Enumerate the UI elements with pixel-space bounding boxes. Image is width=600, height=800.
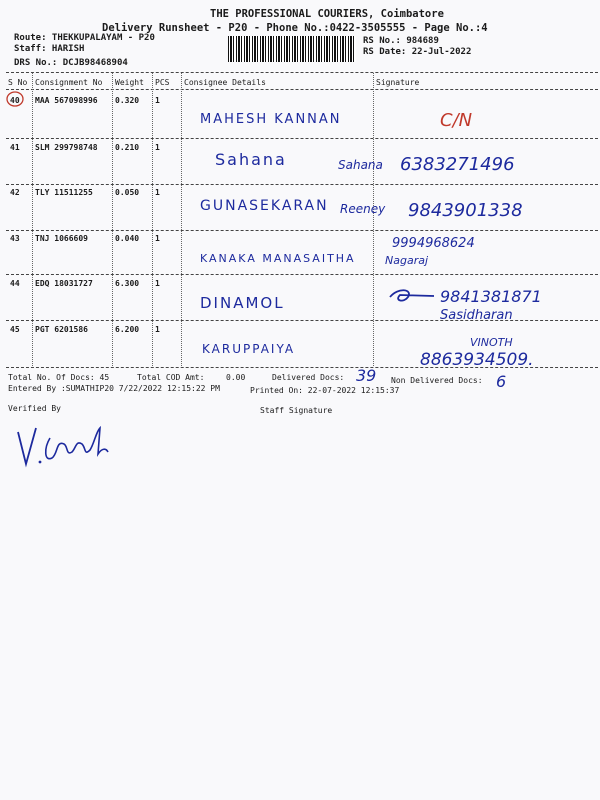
row-sno: 42 bbox=[10, 188, 20, 197]
row-rule bbox=[6, 138, 598, 139]
row-note: Sahana bbox=[338, 158, 383, 172]
row-note: Nagaraj bbox=[385, 254, 429, 267]
row-consignee: DINAMOL bbox=[200, 294, 285, 312]
row-sno: 44 bbox=[10, 279, 20, 288]
row-signature: 9994968624 bbox=[392, 236, 475, 251]
row-consignment: PGT 6201586 bbox=[35, 325, 88, 334]
company-title: THE PROFESSIONAL COURIERS, Coimbatore bbox=[210, 8, 444, 20]
runsheet-subtitle: Delivery Runsheet - P20 - Phone No.:0422-3505555 - Page No.:4 bbox=[102, 22, 488, 34]
col-divider bbox=[32, 73, 33, 366]
table-bottom-rule bbox=[6, 367, 598, 368]
row-consignment: EDQ 18031727 bbox=[35, 279, 93, 288]
total-cod-label: Total COD Amt: bbox=[137, 373, 205, 382]
row-weight: 0.050 bbox=[115, 188, 140, 197]
rs-date: RS Date: 22-Jul-2022 bbox=[363, 47, 472, 57]
row-signature: 8863934509. bbox=[420, 350, 534, 370]
row-signature: 9843901338 bbox=[408, 200, 523, 221]
row-pcs: 1 bbox=[155, 234, 160, 243]
row-note: Sasidharan bbox=[440, 308, 513, 323]
row-pcs: 1 bbox=[155, 325, 160, 334]
row-sno: 41 bbox=[10, 143, 20, 152]
row-consignment: SLM 299798748 bbox=[35, 143, 98, 152]
row-sno: 45 bbox=[10, 325, 20, 334]
row-consignee: Sahana bbox=[215, 150, 287, 169]
col-header-weight: Weight bbox=[115, 78, 144, 87]
row-weight: 6.200 bbox=[115, 325, 140, 334]
row-rule bbox=[6, 274, 598, 275]
row-weight: 0.320 bbox=[115, 96, 140, 105]
row-weight: 6.300 bbox=[115, 279, 140, 288]
col-header-signature: Signature bbox=[376, 78, 420, 87]
col-header-pcs: PCS bbox=[155, 78, 170, 87]
row-consignment: TLY 11511255 bbox=[35, 188, 93, 197]
row-rule bbox=[6, 320, 598, 321]
col-header-consignee: Consignee Details bbox=[184, 78, 266, 87]
col-divider bbox=[152, 73, 153, 366]
col-divider bbox=[181, 73, 182, 366]
row-weight: 0.210 bbox=[115, 143, 140, 152]
delivered-docs-label: Delivered Docs: bbox=[272, 373, 345, 382]
row-pcs: 1 bbox=[155, 96, 160, 105]
non-delivered-docs-value: 6 bbox=[496, 372, 507, 391]
staff-label: Staff: HARISH bbox=[14, 44, 85, 54]
row-sno: 40 bbox=[10, 96, 20, 105]
total-docs: Total No. Of Docs: 45 bbox=[8, 373, 110, 382]
verifier-signature bbox=[10, 418, 120, 474]
total-cod-value: 0.00 bbox=[226, 373, 246, 382]
table-top-rule bbox=[6, 72, 598, 73]
row-pcs: 1 bbox=[155, 143, 160, 152]
row-signature: 6383271496 bbox=[400, 154, 515, 175]
printed-on: Printed On: 22-07-2022 12:15:37 bbox=[250, 386, 400, 395]
row-consignee: MAHESH KANNAN bbox=[200, 112, 342, 127]
row-note: VINOTH bbox=[470, 336, 513, 349]
staff-signature-label: Staff Signature bbox=[260, 406, 333, 415]
verified-by-label: Verified By bbox=[8, 404, 61, 413]
row-pcs: 1 bbox=[155, 279, 160, 288]
rs-number: RS No.: 984689 bbox=[363, 36, 439, 46]
table-header-rule bbox=[6, 89, 598, 90]
row-consignee: GUNASEKARAN bbox=[200, 198, 329, 214]
barcode-image bbox=[228, 36, 356, 62]
row-consignment: TNJ 1066609 bbox=[35, 234, 88, 243]
row-sno: 43 bbox=[10, 234, 20, 243]
row-consignee: KARUPPAIYA bbox=[202, 342, 296, 356]
row-signature: 9841381871 bbox=[440, 287, 542, 306]
non-delivered-docs-label: Non Delivered Docs: bbox=[391, 376, 483, 385]
row-rule bbox=[6, 184, 598, 185]
delivered-docs-value: 39 bbox=[356, 366, 377, 385]
row-consignment: MAA 567098996 bbox=[35, 96, 98, 105]
drs-number: DRS No.: DCJB98468904 bbox=[14, 58, 128, 68]
entered-by: Entered By :SUMATHIP20 7/22/2022 12:15:22 PM bbox=[8, 384, 220, 393]
row-rule bbox=[6, 230, 598, 231]
row-consignee: KANAKA MANASAITHA bbox=[200, 252, 356, 265]
row-signature: C/N bbox=[440, 110, 473, 131]
col-divider bbox=[112, 73, 113, 366]
col-header-consignment: Consignment No bbox=[35, 78, 103, 87]
row-pcs: 1 bbox=[155, 188, 160, 197]
col-header-sno: S No bbox=[8, 78, 28, 87]
row-weight: 0.040 bbox=[115, 234, 140, 243]
col-divider bbox=[373, 73, 374, 366]
route-label: Route: THEKKUPALAYAM - P20 bbox=[14, 33, 155, 43]
signature-scribble-icon bbox=[388, 287, 438, 305]
row-note: Reeney bbox=[340, 202, 386, 216]
